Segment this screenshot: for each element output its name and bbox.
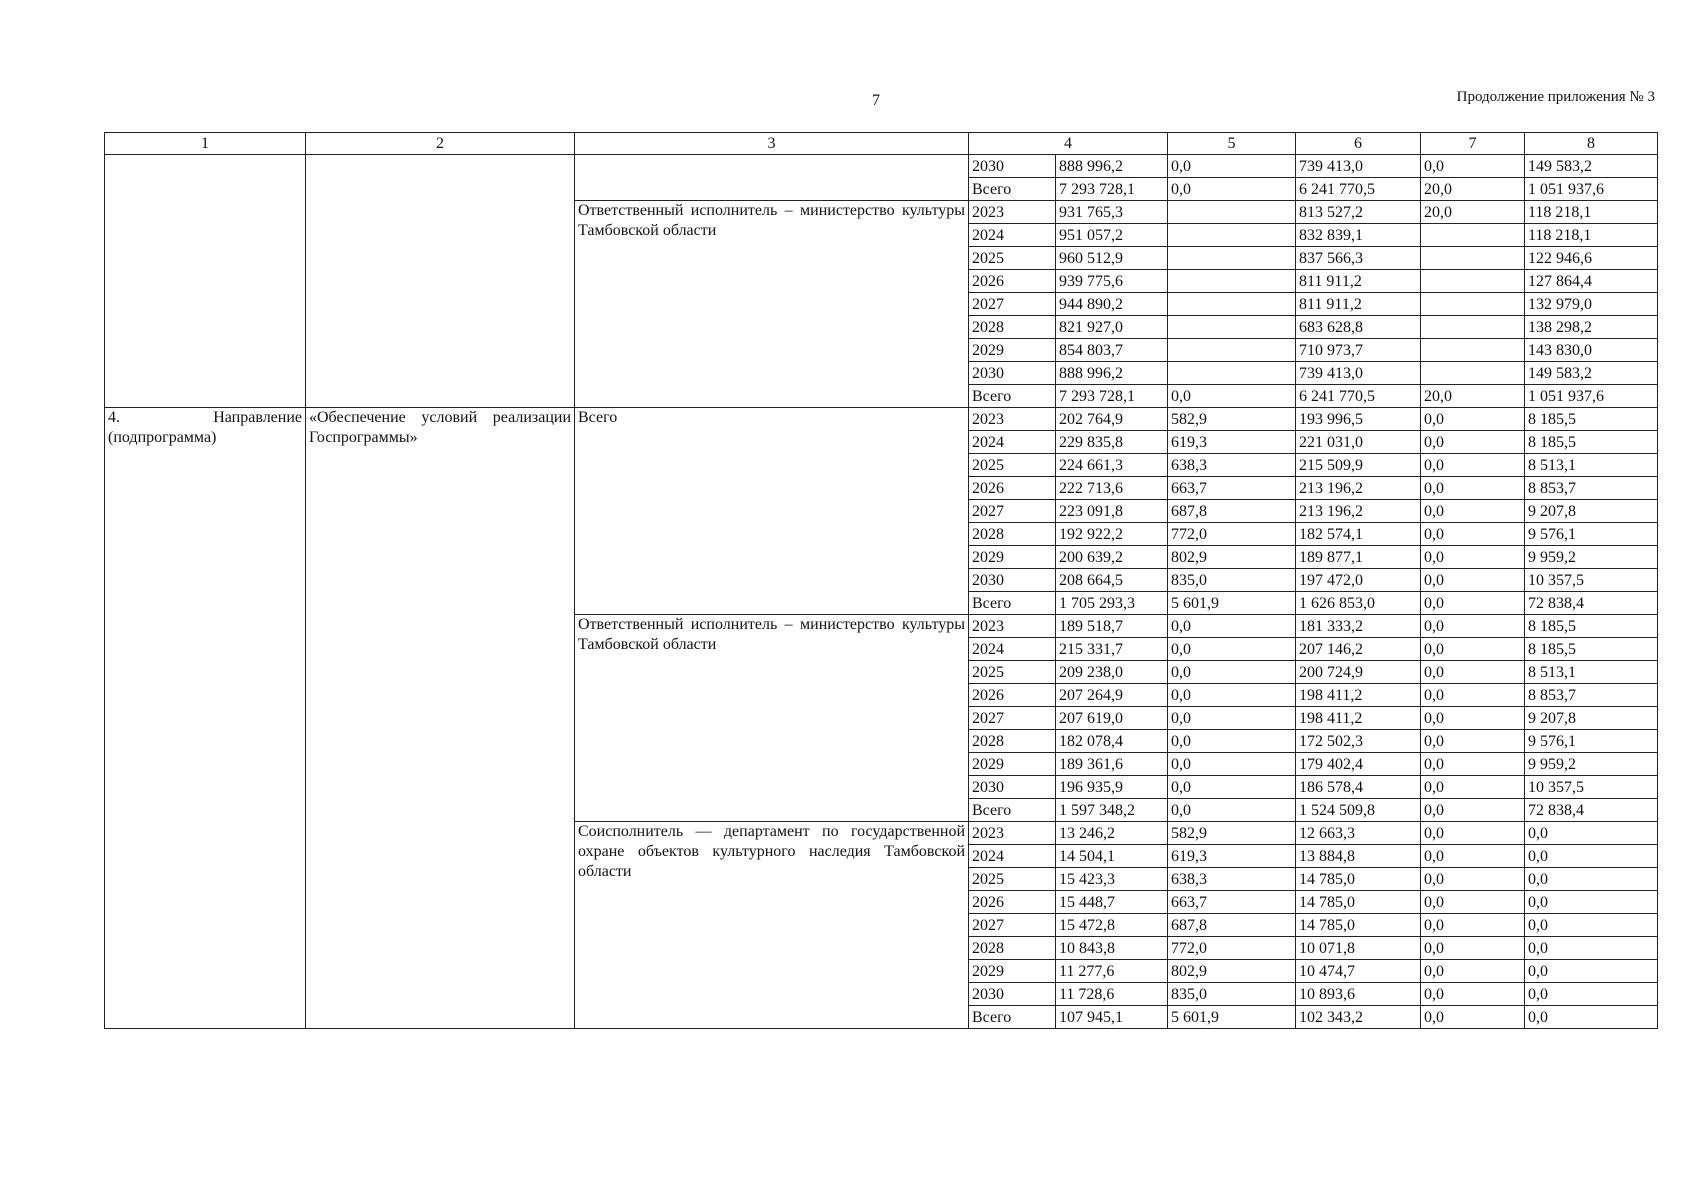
- cell-reg: 213 196,2: [1296, 477, 1421, 500]
- cell-total: 821 927,0: [1056, 316, 1168, 339]
- cell-mun: 0,0: [1421, 523, 1525, 546]
- continuation-label: Продолжение приложения № 3: [1456, 89, 1655, 105]
- cell-fed: 772,0: [1168, 523, 1296, 546]
- cell-total: 196 935,9: [1056, 776, 1168, 799]
- blank-col-1: [105, 155, 306, 408]
- cell-total: 215 331,7: [1056, 638, 1168, 661]
- cell-other: 149 583,2: [1525, 362, 1658, 385]
- cell-other: 72 838,4: [1525, 799, 1658, 822]
- cell-year: 2027: [969, 500, 1056, 523]
- total-label: Всего: [575, 408, 969, 615]
- cell-reg: 182 574,1: [1296, 523, 1421, 546]
- cell-mun: 0,0: [1421, 615, 1525, 638]
- cell-mun: 0,0: [1421, 753, 1525, 776]
- cell-total: 207 264,9: [1056, 684, 1168, 707]
- cell-year: 2026: [969, 891, 1056, 914]
- header-col-1: 1: [105, 133, 306, 155]
- cell-total: 888 996,2: [1056, 362, 1168, 385]
- cell-reg: 739 413,0: [1296, 155, 1421, 178]
- cell-reg: 813 527,2: [1296, 201, 1421, 224]
- cell-reg: 710 973,7: [1296, 339, 1421, 362]
- cell-fed: 835,0: [1168, 983, 1296, 1006]
- cell-mun: 0,0: [1421, 408, 1525, 431]
- cell-total: 951 057,2: [1056, 224, 1168, 247]
- cell-year: 2023: [969, 615, 1056, 638]
- cell-fed: 835,0: [1168, 569, 1296, 592]
- cell-total: 208 664,5: [1056, 569, 1168, 592]
- cell-total: 15 423,3: [1056, 868, 1168, 891]
- cell-year: 2029: [969, 753, 1056, 776]
- cell-other: 143 830,0: [1525, 339, 1658, 362]
- cell-year: 2023: [969, 201, 1056, 224]
- cell-other: 0,0: [1525, 983, 1658, 1006]
- cell-year: Всего: [969, 178, 1056, 201]
- cell-mun: 20,0: [1421, 178, 1525, 201]
- cell-year: 2028: [969, 523, 1056, 546]
- cell-reg: 215 509,9: [1296, 454, 1421, 477]
- cell-year: Всего: [969, 799, 1056, 822]
- cell-year: Всего: [969, 592, 1056, 615]
- cell-reg: 832 839,1: [1296, 224, 1421, 247]
- cell-reg: 198 411,2: [1296, 684, 1421, 707]
- cell-other: 8 185,5: [1525, 431, 1658, 454]
- cell-total: 1 705 293,3: [1056, 592, 1168, 615]
- cell-total: 11 728,6: [1056, 983, 1168, 1006]
- cell-year: 2024: [969, 224, 1056, 247]
- cell-fed: 0,0: [1168, 730, 1296, 753]
- cell-reg: 739 413,0: [1296, 362, 1421, 385]
- cell-total: 939 775,6: [1056, 270, 1168, 293]
- cell-other: 122 946,6: [1525, 247, 1658, 270]
- cell-fed: 5 601,9: [1168, 592, 1296, 615]
- cell-reg: 102 343,2: [1296, 1006, 1421, 1029]
- cell-other: 8 853,7: [1525, 477, 1658, 500]
- executor-label: Ответственный исполнитель – министерство культуры Тамбовской области: [575, 615, 969, 822]
- cell-mun: 20,0: [1421, 385, 1525, 408]
- cell-mun: 0,0: [1421, 1006, 1525, 1029]
- subprogram-name: «Обеспечение условий реализации Госпрограммы»: [306, 408, 575, 1029]
- cell-total: 931 765,3: [1056, 201, 1168, 224]
- cell-fed: 0,0: [1168, 684, 1296, 707]
- cell-reg: 207 146,2: [1296, 638, 1421, 661]
- cell-total: 7 293 728,1: [1056, 385, 1168, 408]
- cell-reg: 6 241 770,5: [1296, 385, 1421, 408]
- cell-total: 10 843,8: [1056, 937, 1168, 960]
- cell-year: 2024: [969, 845, 1056, 868]
- cell-reg: 10 071,8: [1296, 937, 1421, 960]
- cell-other: 0,0: [1525, 822, 1658, 845]
- cell-mun: 20,0: [1421, 201, 1525, 224]
- cell-mun: 0,0: [1421, 431, 1525, 454]
- cell-reg: 10 474,7: [1296, 960, 1421, 983]
- executor-label: Ответственный исполнитель – министерство культуры Тамбовской области: [575, 201, 969, 408]
- cell-year: 2030: [969, 776, 1056, 799]
- cell-reg: 197 472,0: [1296, 569, 1421, 592]
- cell-year: 2030: [969, 983, 1056, 1006]
- cell-fed: 802,9: [1168, 546, 1296, 569]
- cell-total: 107 945,1: [1056, 1006, 1168, 1029]
- cell-mun: 0,0: [1421, 155, 1525, 178]
- header-col-3: 3: [575, 133, 969, 155]
- cell-other: 0,0: [1525, 1006, 1658, 1029]
- cell-year: 2028: [969, 316, 1056, 339]
- header-col-2: 2: [306, 133, 575, 155]
- cell-reg: 837 566,3: [1296, 247, 1421, 270]
- cell-other: 8 853,7: [1525, 684, 1658, 707]
- cell-other: 9 959,2: [1525, 546, 1658, 569]
- cell-fed: [1168, 293, 1296, 316]
- blank-col-3: [575, 155, 969, 201]
- cell-other: 0,0: [1525, 960, 1658, 983]
- cell-other: 138 298,2: [1525, 316, 1658, 339]
- cell-mun: [1421, 362, 1525, 385]
- cell-fed: 582,9: [1168, 822, 1296, 845]
- cell-total: 224 661,3: [1056, 454, 1168, 477]
- cell-other: 8 185,5: [1525, 408, 1658, 431]
- cell-fed: 582,9: [1168, 408, 1296, 431]
- cell-year: 2026: [969, 477, 1056, 500]
- cell-mun: 0,0: [1421, 776, 1525, 799]
- cell-other: 9 576,1: [1525, 523, 1658, 546]
- cell-year: Всего: [969, 1006, 1056, 1029]
- page-number: 7: [872, 92, 880, 109]
- cell-reg: 181 333,2: [1296, 615, 1421, 638]
- cell-year: Всего: [969, 385, 1056, 408]
- cell-total: 7 293 728,1: [1056, 178, 1168, 201]
- cell-total: 854 803,7: [1056, 339, 1168, 362]
- cell-total: 182 078,4: [1056, 730, 1168, 753]
- cell-reg: 683 628,8: [1296, 316, 1421, 339]
- cell-reg: 198 411,2: [1296, 707, 1421, 730]
- cell-fed: 0,0: [1168, 615, 1296, 638]
- cell-fed: 5 601,9: [1168, 1006, 1296, 1029]
- cell-total: 944 890,2: [1056, 293, 1168, 316]
- cell-reg: 1 524 509,8: [1296, 799, 1421, 822]
- cell-mun: 0,0: [1421, 477, 1525, 500]
- cell-mun: 0,0: [1421, 730, 1525, 753]
- cell-fed: 0,0: [1168, 155, 1296, 178]
- cell-total: 200 639,2: [1056, 546, 1168, 569]
- cell-other: 72 838,4: [1525, 592, 1658, 615]
- cell-mun: [1421, 247, 1525, 270]
- cell-mun: 0,0: [1421, 592, 1525, 615]
- cell-fed: 0,0: [1168, 638, 1296, 661]
- cell-total: 202 764,9: [1056, 408, 1168, 431]
- cell-fed: 0,0: [1168, 753, 1296, 776]
- cell-total: 189 518,7: [1056, 615, 1168, 638]
- cell-total: 209 238,0: [1056, 661, 1168, 684]
- coexecutor-label: Соисполнитель — департамент по государственной охране объектов культурного наследия Тамбовской области: [575, 822, 969, 1029]
- cell-fed: 0,0: [1168, 661, 1296, 684]
- cell-total: 207 619,0: [1056, 707, 1168, 730]
- cell-reg: 10 893,6: [1296, 983, 1421, 1006]
- cell-fed: 802,9: [1168, 960, 1296, 983]
- cell-other: 1 051 937,6: [1525, 385, 1658, 408]
- cell-fed: [1168, 247, 1296, 270]
- cell-year: 2027: [969, 293, 1056, 316]
- cell-reg: 213 196,2: [1296, 500, 1421, 523]
- cell-reg: 189 877,1: [1296, 546, 1421, 569]
- cell-fed: 638,3: [1168, 454, 1296, 477]
- header-col-5: 5: [1168, 133, 1296, 155]
- cell-reg: 1 626 853,0: [1296, 592, 1421, 615]
- cell-total: 13 246,2: [1056, 822, 1168, 845]
- cell-year: 2030: [969, 155, 1056, 178]
- cell-other: 132 979,0: [1525, 293, 1658, 316]
- cell-year: 2025: [969, 661, 1056, 684]
- cell-other: 1 051 937,6: [1525, 178, 1658, 201]
- cell-reg: 6 241 770,5: [1296, 178, 1421, 201]
- cell-reg: 13 884,8: [1296, 845, 1421, 868]
- cell-fed: 0,0: [1168, 799, 1296, 822]
- cell-total: 888 996,2: [1056, 155, 1168, 178]
- cell-fed: 638,3: [1168, 868, 1296, 891]
- cell-reg: 179 402,4: [1296, 753, 1421, 776]
- cell-mun: 0,0: [1421, 822, 1525, 845]
- cell-fed: [1168, 201, 1296, 224]
- table-row: [105, 408, 1658, 431]
- cell-other: 127 864,4: [1525, 270, 1658, 293]
- funding-table: [104, 132, 1658, 1029]
- header-col-6: 6: [1296, 133, 1421, 155]
- cell-fed: 663,7: [1168, 477, 1296, 500]
- cell-reg: 221 031,0: [1296, 431, 1421, 454]
- cell-mun: 0,0: [1421, 983, 1525, 1006]
- cell-other: 8 513,1: [1525, 661, 1658, 684]
- cell-year: 2028: [969, 730, 1056, 753]
- cell-reg: 14 785,0: [1296, 891, 1421, 914]
- cell-other: 8 185,5: [1525, 615, 1658, 638]
- cell-reg: 14 785,0: [1296, 914, 1421, 937]
- cell-mun: 0,0: [1421, 707, 1525, 730]
- cell-year: 2030: [969, 362, 1056, 385]
- cell-reg: 12 663,3: [1296, 822, 1421, 845]
- cell-fed: 663,7: [1168, 891, 1296, 914]
- table-row: [105, 155, 1658, 178]
- cell-reg: 186 578,4: [1296, 776, 1421, 799]
- cell-mun: 0,0: [1421, 546, 1525, 569]
- cell-other: 8 513,1: [1525, 454, 1658, 477]
- cell-other: 0,0: [1525, 891, 1658, 914]
- cell-mun: [1421, 293, 1525, 316]
- cell-reg: 200 724,9: [1296, 661, 1421, 684]
- cell-mun: 0,0: [1421, 500, 1525, 523]
- cell-other: 9 207,8: [1525, 707, 1658, 730]
- cell-mun: 0,0: [1421, 638, 1525, 661]
- cell-mun: [1421, 316, 1525, 339]
- cell-other: 149 583,2: [1525, 155, 1658, 178]
- cell-reg: 193 996,5: [1296, 408, 1421, 431]
- cell-other: 9 207,8: [1525, 500, 1658, 523]
- cell-total: 1 597 348,2: [1056, 799, 1168, 822]
- header-col-8: 8: [1525, 133, 1658, 155]
- table-body: [105, 155, 1658, 1029]
- cell-total: 223 091,8: [1056, 500, 1168, 523]
- blank-col-2: [306, 155, 575, 408]
- cell-total: 15 448,7: [1056, 891, 1168, 914]
- cell-mun: [1421, 339, 1525, 362]
- cell-fed: [1168, 362, 1296, 385]
- cell-fed: 687,8: [1168, 914, 1296, 937]
- cell-other: 10 357,5: [1525, 569, 1658, 592]
- cell-fed: 0,0: [1168, 776, 1296, 799]
- cell-other: 0,0: [1525, 914, 1658, 937]
- cell-other: 118 218,1: [1525, 201, 1658, 224]
- cell-mun: 0,0: [1421, 960, 1525, 983]
- header-col-7: 7: [1421, 133, 1525, 155]
- cell-reg: 172 502,3: [1296, 730, 1421, 753]
- cell-mun: 0,0: [1421, 914, 1525, 937]
- header-row: [105, 133, 1658, 155]
- cell-year: 2028: [969, 937, 1056, 960]
- cell-year: 2024: [969, 638, 1056, 661]
- cell-mun: 0,0: [1421, 937, 1525, 960]
- cell-year: 2026: [969, 684, 1056, 707]
- cell-mun: 0,0: [1421, 799, 1525, 822]
- cell-fed: [1168, 224, 1296, 247]
- cell-other: 0,0: [1525, 937, 1658, 960]
- cell-fed: 687,8: [1168, 500, 1296, 523]
- cell-other: 0,0: [1525, 845, 1658, 868]
- cell-year: 2024: [969, 431, 1056, 454]
- cell-reg: 811 911,2: [1296, 270, 1421, 293]
- cell-mun: 0,0: [1421, 868, 1525, 891]
- cell-year: 2029: [969, 339, 1056, 362]
- cell-total: 222 713,6: [1056, 477, 1168, 500]
- cell-other: 10 357,5: [1525, 776, 1658, 799]
- direction-label: 4. Направление (подпрограмма): [105, 408, 306, 1029]
- cell-mun: 0,0: [1421, 684, 1525, 707]
- cell-year: 2026: [969, 270, 1056, 293]
- cell-year: 2029: [969, 546, 1056, 569]
- cell-year: 2027: [969, 914, 1056, 937]
- cell-mun: 0,0: [1421, 845, 1525, 868]
- cell-mun: 0,0: [1421, 569, 1525, 592]
- cell-total: 189 361,6: [1056, 753, 1168, 776]
- cell-fed: 619,3: [1168, 431, 1296, 454]
- cell-year: 2027: [969, 707, 1056, 730]
- cell-year: 2025: [969, 247, 1056, 270]
- cell-reg: 14 785,0: [1296, 868, 1421, 891]
- cell-other: 9 576,1: [1525, 730, 1658, 753]
- cell-fed: 0,0: [1168, 707, 1296, 730]
- cell-total: 15 472,8: [1056, 914, 1168, 937]
- cell-fed: [1168, 316, 1296, 339]
- cell-fed: [1168, 270, 1296, 293]
- cell-total: 11 277,6: [1056, 960, 1168, 983]
- cell-fed: 0,0: [1168, 178, 1296, 201]
- cell-mun: 0,0: [1421, 891, 1525, 914]
- cell-other: 9 959,2: [1525, 753, 1658, 776]
- cell-total: 229 835,8: [1056, 431, 1168, 454]
- cell-year: 2025: [969, 868, 1056, 891]
- cell-mun: [1421, 224, 1525, 247]
- cell-year: 2023: [969, 408, 1056, 431]
- cell-reg: 811 911,2: [1296, 293, 1421, 316]
- cell-other: 8 185,5: [1525, 638, 1658, 661]
- cell-other: 118 218,1: [1525, 224, 1658, 247]
- cell-mun: [1421, 270, 1525, 293]
- cell-fed: 0,0: [1168, 385, 1296, 408]
- cell-year: 2030: [969, 569, 1056, 592]
- cell-mun: 0,0: [1421, 661, 1525, 684]
- cell-fed: 772,0: [1168, 937, 1296, 960]
- cell-year: 2029: [969, 960, 1056, 983]
- cell-year: 2025: [969, 454, 1056, 477]
- cell-other: 0,0: [1525, 868, 1658, 891]
- cell-total: 960 512,9: [1056, 247, 1168, 270]
- cell-mun: 0,0: [1421, 454, 1525, 477]
- cell-fed: 619,3: [1168, 845, 1296, 868]
- cell-total: 14 504,1: [1056, 845, 1168, 868]
- cell-year: 2023: [969, 822, 1056, 845]
- cell-total: 192 922,2: [1056, 523, 1168, 546]
- header-col-4: 4: [969, 133, 1168, 155]
- cell-fed: [1168, 339, 1296, 362]
